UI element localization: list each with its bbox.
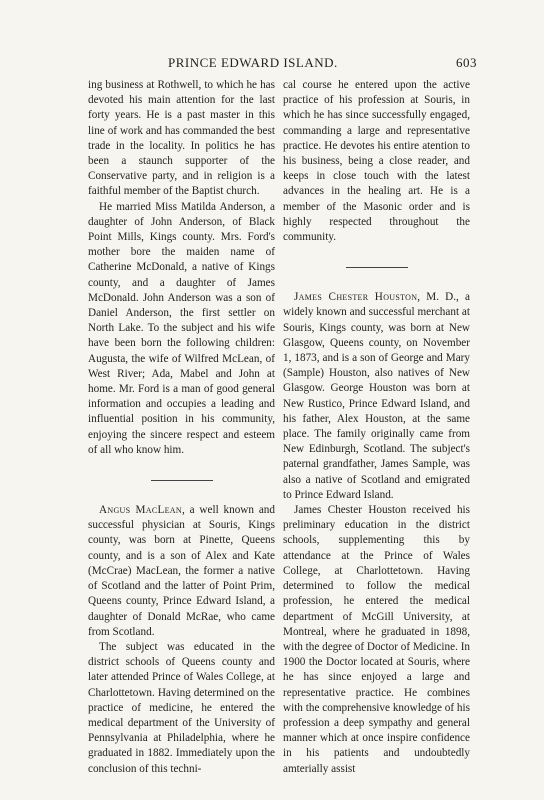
paragraph-houston-education: James Chester Houston received his preliminary education in the district schools, supplementing this by attendance at the Prince of Wales College, at Charlottetown. Having determined to follow the medical profession, he entered the medical department of McGill University, at Montreal, where he graduated in 1898, with the degree of Doctor of Medicine. In 1900 the Doctor located at Souris, where he has since enjoyed a large and representative practice. He combines with the comprehensive knowledge of his profession a deep sympathy and general manner which at once inspire confidence in his patients and undoubtedly amterially assist bbox=[283, 504, 471, 775]
biography-name-houston: James Chester Houston bbox=[294, 291, 418, 304]
right-column bbox=[283, 78, 470, 777]
paragraph-maclean-intro bbox=[88, 503, 275, 640]
running-header bbox=[0, 55, 544, 71]
houston-intro-text: , M. D., a widely known and successful merchant at Souris, Kings county, was born at New Glasgow, Queens county, on November 1, 1873, and is a son of George and Mary (Sample) Houston, also natives of New Glasgow. George Houston was born at New Rustico, Prince Edward Island, and his father, Alex Houston, at the same place. The family originally came from New Edinburgh, Scotland. The subject's paternal grandfather, James Sample, was also a native of Scotland and emigrated to Prince Edward Island. bbox=[283, 291, 470, 501]
biography-name-maclean: Angus MacLean bbox=[99, 504, 182, 517]
page-header-title: PRINCE EDWARD ISLAND. bbox=[168, 55, 338, 70]
paragraph-maclean-education: The subject was educated in the district schools of Queens county and later attended Prince of Wales College, at Charlottetown. Having determined on the practice of medicine, he entered the medical department of the University of Pennsylvania at Philadelphia, where he graduated in 1882. Immediately upon the conclusion of this techni- bbox=[88, 640, 275, 775]
section-divider bbox=[346, 267, 408, 268]
section-divider bbox=[151, 480, 213, 481]
paragraph-houston-intro bbox=[283, 290, 470, 503]
paragraph-maclean-continued: cal course he entered upon the active practice of his profession at Souris, in which he has since successfully engaged, commanding a large and representative practice. He devotes his entire atention to his business, being a close reader, and keeps in close touch with the latest advances in the healing art. He is a member of the Masonic order and is highly respected throughout the community. bbox=[283, 79, 470, 244]
paragraph-ford-continued: ing business at Rothwell, to which he has devoted his main attention for the last forty years. He is a past master in this line of work and has commanded the best trade in the locality. In politics he has been a staunch supporter of the Conservative party, and in religion is a faithful member of the Baptist church. bbox=[88, 79, 275, 198]
left-column bbox=[88, 78, 275, 777]
maclean-intro-text: , a well known and successful physician at Souris, Kings county, was born at Pinette, Queens county, and is a son of Alex and Kate (McCrae) MacLean, the former a native of Scotland and the latter of Point Prim, Queens county, Prince Edward Island, a daughter of Donald McRae, who came from Scotland. bbox=[88, 504, 275, 638]
page-number: 603 bbox=[456, 55, 477, 70]
paragraph-ford-family: He married Miss Matilda Anderson, a daughter of John Anderson, of Black Point Mills, Kings county. Mrs. Ford's mother bore the maiden name of Catherine McDonald, a native of Kings county, and a daughter of James McDonald. John Anderson was a son of Daniel Anderson, the first settler on North Lake. To the subject and his wife have been born the following children: Augusta, the wife of Wilfred McLean, of West River; Ada, Mabel and John at home. Mr. Ford is a man of good general information and occupies a leading and influential position in his community, enjoying the sincere respect and esteem of all who know him. bbox=[88, 200, 275, 456]
